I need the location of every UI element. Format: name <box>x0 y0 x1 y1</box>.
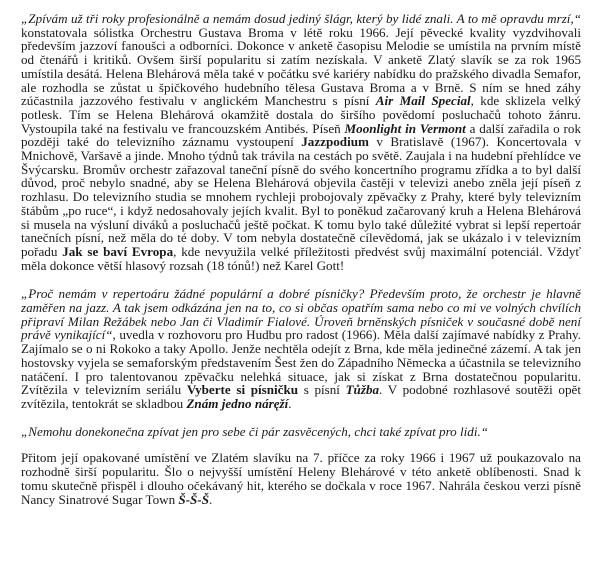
song-title: Š-Š-Š <box>178 491 209 507</box>
article-page <box>21 12 581 506</box>
song-title: Moonlight in Vermont <box>344 120 466 136</box>
paragraph-intro <box>21 12 581 272</box>
paragraph-second-quote <box>21 287 581 410</box>
body-text: a další zařadila o rok později také do televizního záznamu vystoupení <box>21 120 581 150</box>
paragraph-closing <box>21 451 581 506</box>
paragraph-third-quote <box>21 425 581 439</box>
body-text: konstatovala sólistka Orchestru Gustava Broma v létě roku 1966. Její pěvecké kvality vyzdvihovali především jazzoví fanoušci a odborníci. Dokonce v anketě časopisu Melodie se umístila na prvním místě od čtenářů i kritiků. Ovšem širší popularitu si zatím nezískala. V anketě Zlatý slavík se za rok 1965 umístila desátá. Helena Blehárová měla také v počátku své kariéry nabídku do pražského divadla Semafor, ale rozhodla se zůstat u špičkového hudebního tělesa Gustava Broma a v Brně. S ním se hned záhy zúčastnila jazzového festivalu v anglickém Manchestru s písní <box>21 24 581 109</box>
bold-title: Jazzpodium <box>301 134 369 150</box>
song-title: Air Mail Special <box>375 93 471 109</box>
body-text: , kde nevyužila velké příležitosti předvést svůj maximální potenciál. Vždyť měla dokonce větší hlasový rozsah (18 tónů!) než Karel Gott! <box>21 243 581 273</box>
bold-title: Vyberte si písničku <box>186 382 299 398</box>
body-text: , kde sklizela velký potlesk. Tím se Helena Blehárová okamžitě dostala do širšího povědomí posluchačů tohoto žánru. Vystoupila také na festivalu ve francouzském Antibés. Píseň <box>21 93 581 136</box>
body-text: Přitom její opakované umístění ve Zlatém slavíku na 7. příčce za roky 1966 i 1967 už poukazovalo na rozhodně širší popularitu. Šlo o nejvyšší umístění Heleny Blehárové v této anketě oblíbenosti. Snad k tomu skutečně přispěl i dlouho očekávaný hit, kterého se dočkala v roce 1967. Nahrála českou verzi písně Nancy Sinatrové Sugar Town <box>21 450 581 507</box>
body-text: . <box>288 395 292 411</box>
body-text: v Bratislavě (1967). Koncertovala v Mnichově, Varšavě a jinde. Mnoho týdnů tak trávila na cestách po světě. Zaujala i na hudební přehlídce ve Švýcarsku. Bromův orchestr zařazoval taneční písně do svého koncertního programu zřídka a to byl další důvod, proč nebylo snadné, aby se Helena Blehárová objevila častěji v televizi anebo zněla její píseň z rozhlasu. Do televizního studia se mnohem rychleji probojovaly zpěvačky z Prahy, které byly televizním štábům „po ruce“, i když nedosahovaly jejích kvalit. Byl to poněkud začarovaný kruh a Helena Blehárová si musela na výsluní diváků a posluchačů ještě počkat. K tomu bylo také důležité vybrat si lepší repertoár tanečních písní, než měla do té doby. V tom nebyla dostatečně cílevědomá, jak se ukázalo i v televizním pořadu <box>21 134 581 259</box>
body-text: , uvedla v rozhovoru pro Hudbu pro radost (1966). Měla další zajímavé nabídky z Prahy. Zajímalo se o ni Rokoko a taky Apollo. Jenže nechtěla odejít z Brna, kde měla jedinečné zázemí. A tak jen hostovsky vyjela se semaforským představením Šest žen do Západního Německa a účastnila se televizního natáčení. I pro talentovanou zpěvačku nelehká situace, jak si získat z Brna dostatečnou popularitu. Zvítězila v televizním seriálu <box>21 327 581 398</box>
quote-text: „Zpívám už tři roky profesionálně a nemám dosud jediný šlágr, který by lidé znali. A to mě opravdu mrzí,“ <box>21 11 581 26</box>
body-text: . V podobné rozhlasové soutěži opět zvítězila, tentokrát se skladbou <box>21 382 581 411</box>
body-text: . <box>208 491 213 507</box>
bold-title: Jak se baví Evropa <box>62 243 174 259</box>
song-title: Znám jedno náręží <box>186 395 289 411</box>
quote-text: „Proč nemám v repertoáru žádné populární a dobré písničky? Především proto, že orchestr je hlavně zaměřen na jazz. A tak jsem odkázána jen na to, co si občas opatřím sama nebo co mi ve volných chvílích připraví Milan Režábek nebo Jan či Vladimír Fialové. Úroveň brněnských písniček v současné době není právě vynikající“ <box>21 286 581 343</box>
song-title: Tůžba <box>345 382 380 398</box>
body-text: s písní <box>298 382 346 398</box>
quote-text: „Nemohu donekonečna zpívat jen pro sebe či pár zasvěcených, chci také zpívat pro lidi.“ <box>21 423 489 439</box>
